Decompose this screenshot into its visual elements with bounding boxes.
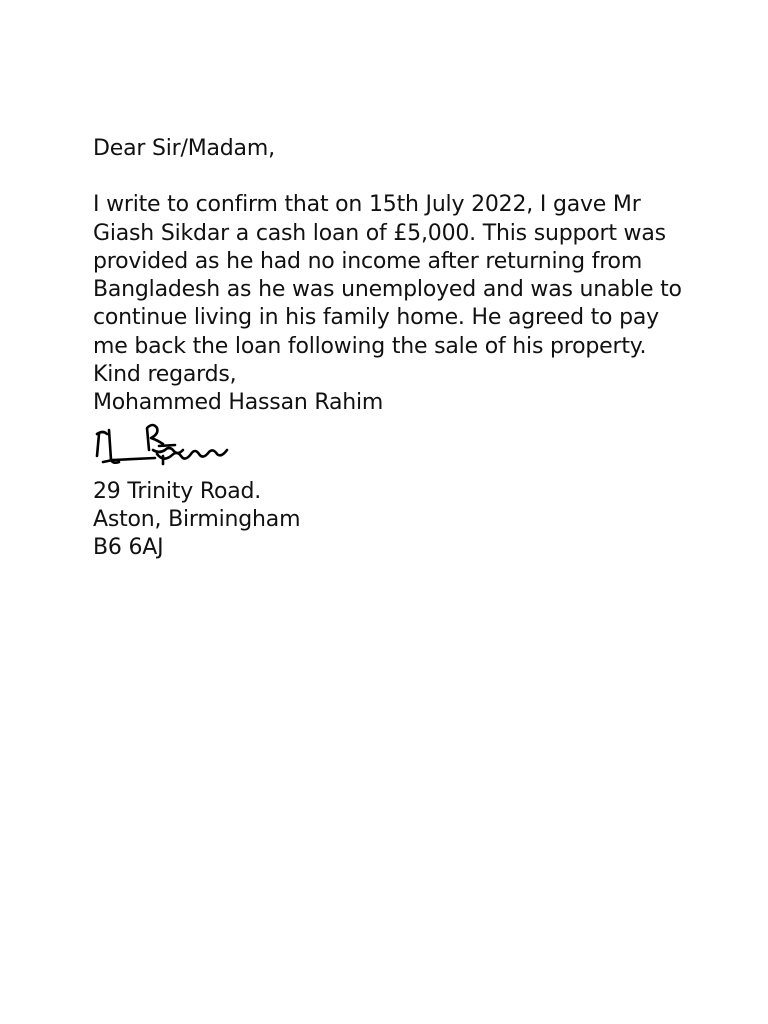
address-line: 29 Trinity Road. xyxy=(93,478,262,504)
letter-body xyxy=(93,135,693,563)
salutation: Dear Sir/Madam, xyxy=(93,136,275,161)
body-line: continue living in his family home. He agreed to pay xyxy=(93,305,659,331)
body-line: provided as he had no income after returning from xyxy=(93,248,643,274)
sender-name: Mohammed Hassan Rahim xyxy=(93,390,384,416)
body-line: I write to confirm that on 15th July 2022, I gave Mr xyxy=(93,192,641,218)
paragraph-spacer xyxy=(93,163,693,191)
body-line: me back the loan following the sale of his property. xyxy=(93,333,647,359)
closing: Kind regards, xyxy=(93,362,237,388)
address-line: B6 6AJ xyxy=(93,535,164,561)
handwritten-signature-icon xyxy=(93,420,233,476)
body-line: Giash Sikdar a cash loan of £5,000. This support was xyxy=(93,220,666,246)
body-line: Bangladesh as he was unemployed and was unable to xyxy=(93,277,682,303)
address-line: Aston, Birmingham xyxy=(93,506,301,532)
